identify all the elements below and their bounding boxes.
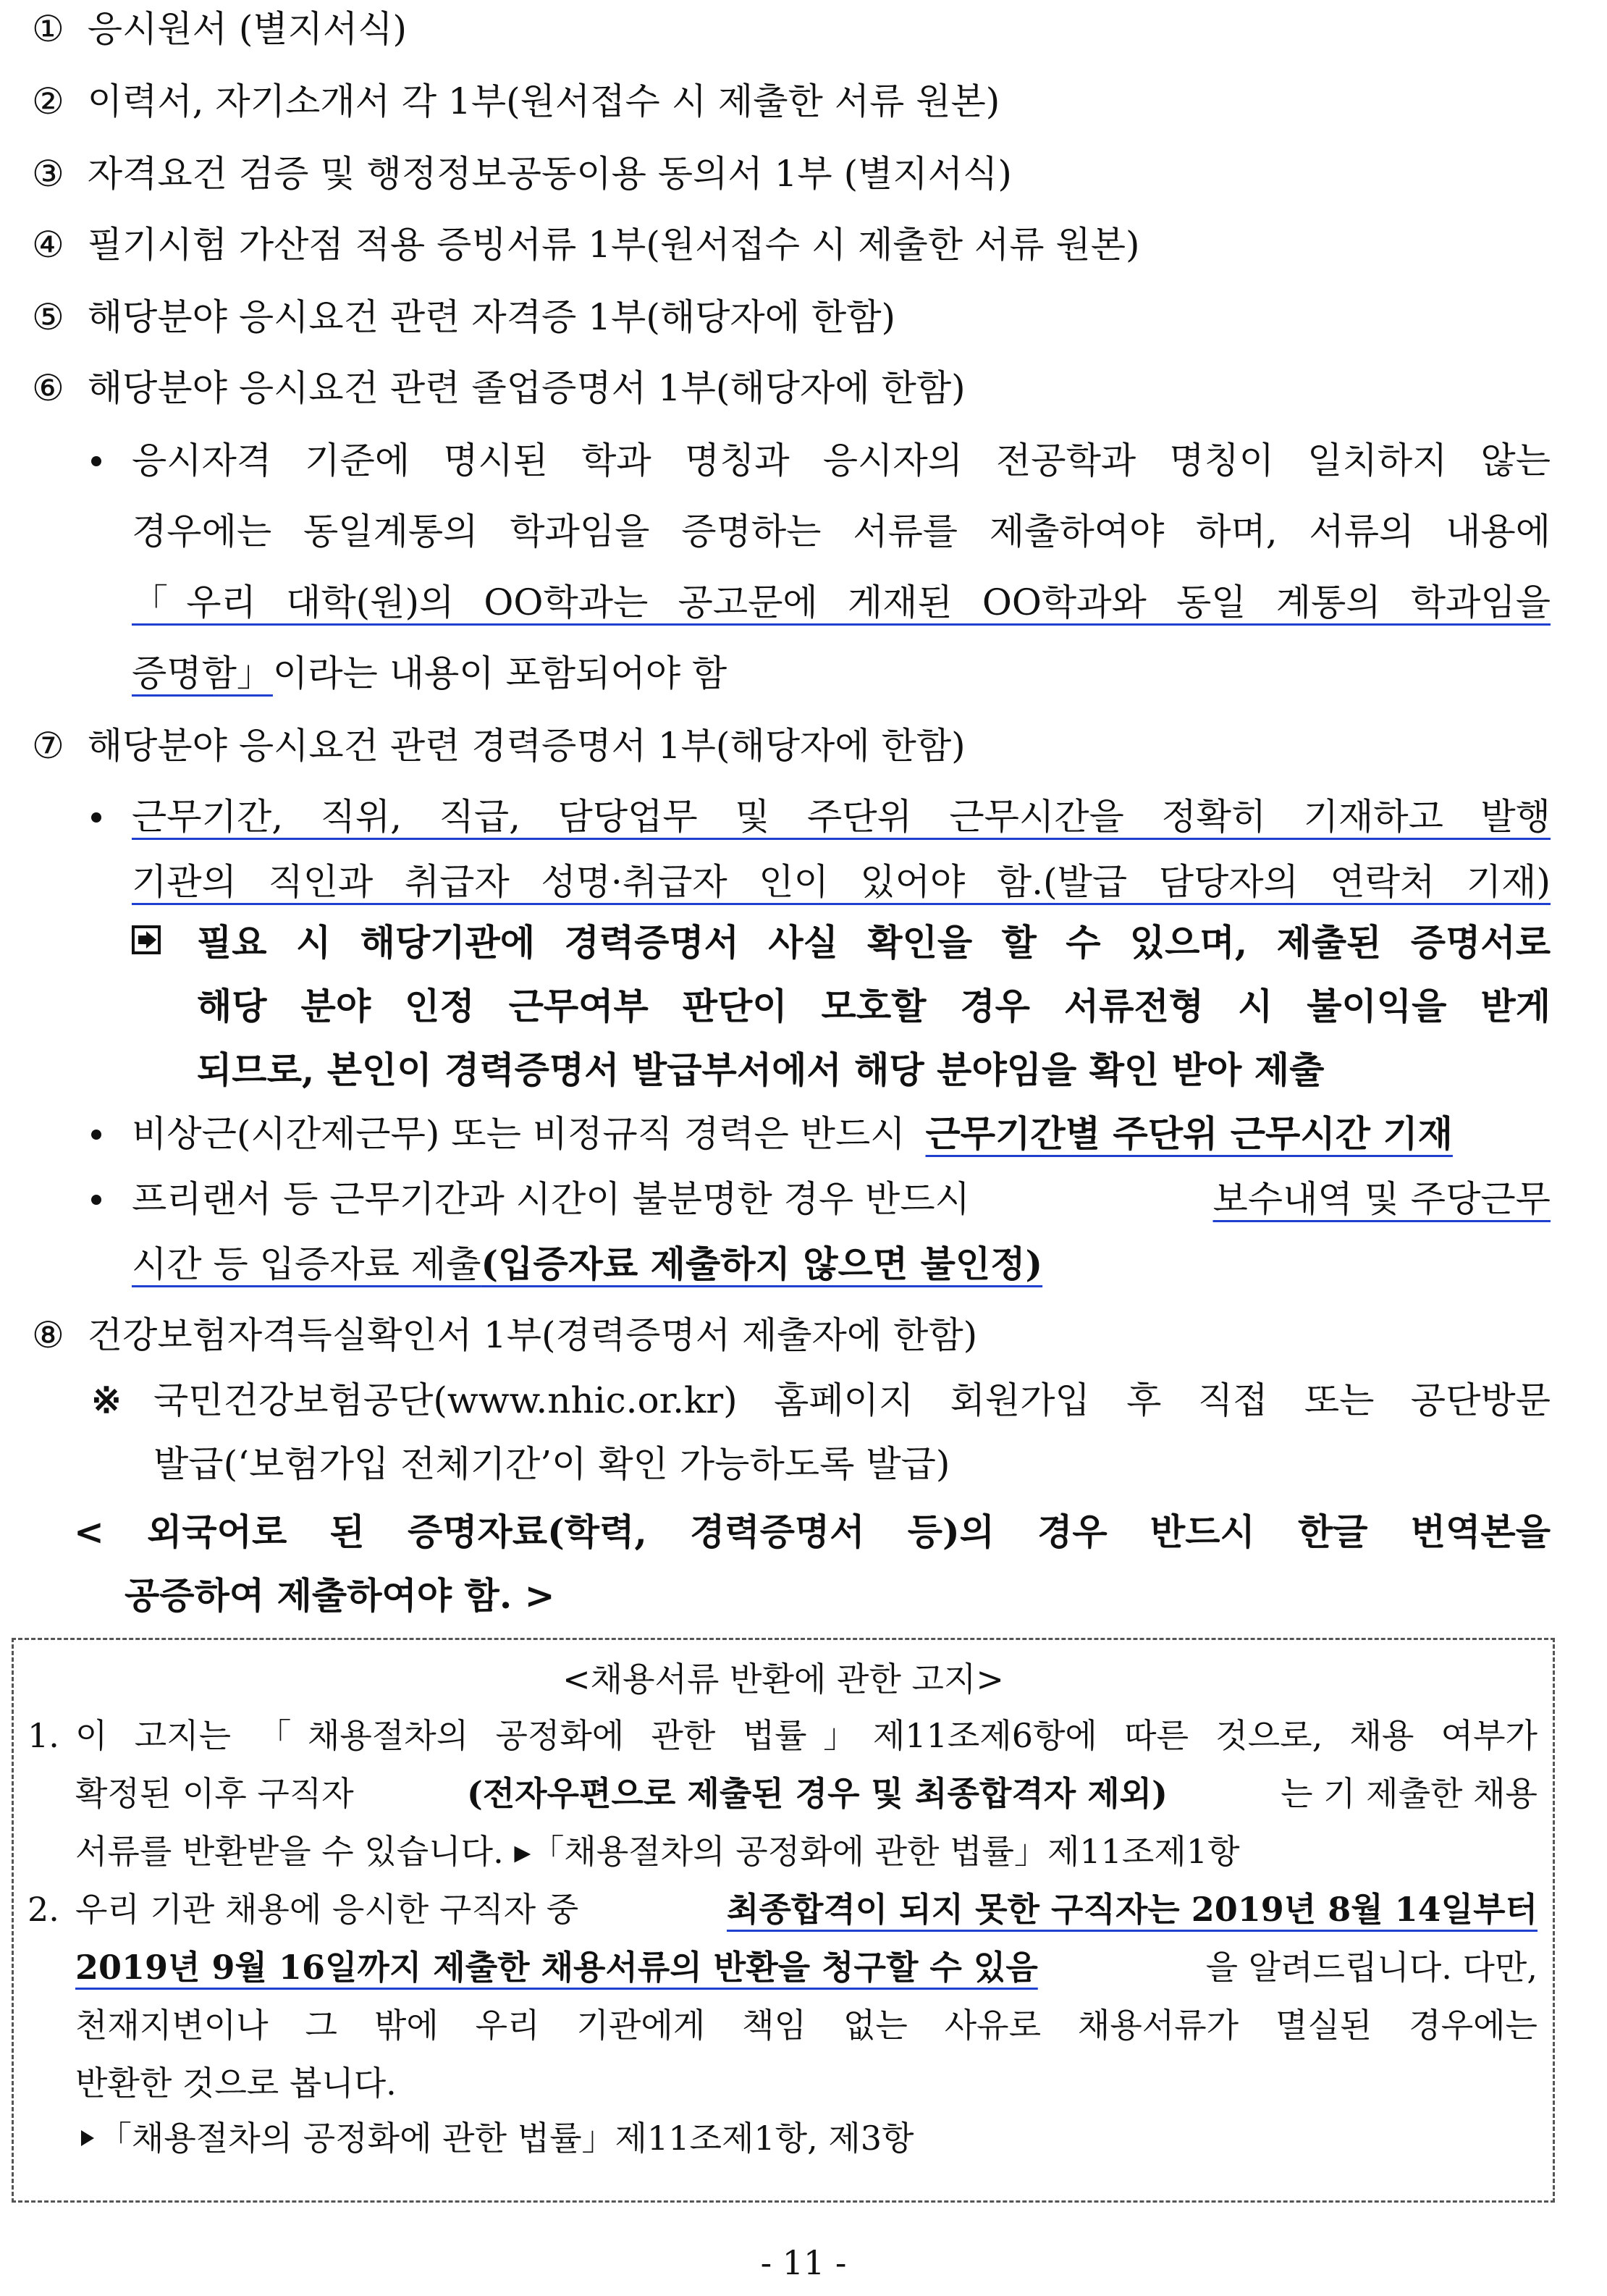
underlined-text: 근무기간별 주단위 근무시간 기재 <box>925 1112 1453 1155</box>
item-marker: ④ <box>32 224 64 266</box>
underlined-bold-text: (입증자료 제출하지 않으면 불인정) <box>481 1242 1043 1285</box>
item-7-note-line: 근무기간, 직위, 직급, 담당업무 및 주단위 근무시간을 정확히 기재하고 발행 <box>132 796 1551 838</box>
underlined-bold-text: 2019년 9월 16일까지 제출한 채용서류의 반환을 청구할 수 있음 <box>75 1948 1038 1987</box>
notice-line <box>75 1773 1538 1814</box>
notice-title: <채용서류 반환에 관한 고지> <box>562 1660 1004 1699</box>
item-2 <box>32 78 1000 125</box>
bullet-icon <box>91 812 101 823</box>
item-text: 응시원서 (별지서식) <box>87 8 408 50</box>
arrow-right-box-icon <box>132 925 161 954</box>
underlined-text: 증명함」 <box>132 652 273 694</box>
item-8-note-line: 발급(‘보험가입 전체기간’이 확인 가능하도록 발급) <box>153 1443 950 1485</box>
item-3 <box>32 151 1012 197</box>
note-text: 비상근(시간제근무) 또는 비정규직 경력은 반드시 <box>132 1113 906 1155</box>
notice-line: 서류를 반환받을 수 있습니다. ▸「채용절차의 공정화에 관한 법률」제11조제1항 <box>75 1832 1240 1871</box>
item-6-note-line: 응시자격 기준에 명시된 학과 명칭과 응시자의 전공학과 명칭이 일치하지 않는 <box>132 440 1551 482</box>
triangle-right-icon <box>81 2130 94 2146</box>
notice-bold-text: (전자우편으로 제출된 경우 및 최종합격자 제외) <box>466 1774 1168 1813</box>
item-7 <box>32 723 966 769</box>
notice-line <box>75 1888 1538 1930</box>
item-7-note-line <box>132 1111 1453 1157</box>
notice-text: 는 기 제출한 채용 <box>1281 1774 1538 1813</box>
item-8-note-line: 국민건강보험공단(www.nhic.or.kr) 홈페이지 회원가입 후 직접 또는 공단방문 <box>153 1379 1551 1421</box>
item-marker: ⑤ <box>32 296 64 338</box>
item-text: 자격요건 검증 및 행정정보공동이용 동의서 1부 (별지서식) <box>87 153 1012 195</box>
bullet-icon <box>91 1130 101 1140</box>
underlined-text: 보수내역 및 주당근무 <box>1212 1178 1551 1220</box>
page-number: - 11 - <box>760 2243 847 2282</box>
item-5 <box>32 294 895 340</box>
item-7-note-line <box>132 1176 1551 1222</box>
notice-line: 반환한 것으로 봅니다. <box>75 2064 397 2103</box>
item-6-note-line: 「우리 대학(원)의 OO학과는 공고문에 게재된 OO학과와 동일 계통의 학과임을 <box>132 581 1551 623</box>
notice-text: 을 알려드립니다. 다만, <box>1205 1948 1538 1987</box>
law-reference: 「채용절차의 공정화에 관한 법률」제11조제1항, 제3항 <box>98 2119 914 2158</box>
item-marker: ⑦ <box>32 725 64 767</box>
item-1 <box>32 6 407 52</box>
notice-line <box>75 1946 1538 1988</box>
foreign-document-notice: 공증하여 제출하여야 함. > <box>125 1574 555 1617</box>
item-marker: ① <box>32 8 64 50</box>
reference-mark: ※ <box>91 1379 122 1421</box>
item-7-arrow-line: 해당 분야 인정 근무여부 판단이 모호할 경우 서류전형 시 불이익을 받게 <box>197 985 1551 1027</box>
item-text: 해당분야 응시요건 관련 경력증명서 1부(해당자에 한함) <box>87 725 966 767</box>
notice-line: 천재지변이나 그 밖에 우리 기관에게 책임 없는 사유로 채용서류가 멸실된 경우에는 <box>75 2006 1538 2045</box>
item-text: 필기시험 가산점 적용 증빙서류 1부(원서접수 시 제출한 서류 원본) <box>87 224 1140 266</box>
item-marker: ⑧ <box>32 1314 64 1356</box>
item-8 <box>32 1312 977 1358</box>
notice-text: 확정된 이후 구직자 <box>75 1774 354 1813</box>
item-6 <box>32 365 966 411</box>
foreign-document-notice: < 외국어로 된 증명자료(학력, 경력증명서 등)의 경우 반드시 한글 번역본을 <box>74 1510 1551 1553</box>
item-7-arrow-line: 되므로, 본인이 경력증명서 발급부서에서 해당 분야임을 확인 받아 제출 <box>197 1048 1325 1091</box>
notice-line: 이 고지는 「채용절차의 공정화에 관한 법률」제11조제6항에 따른 것으로, 채용 여부가 <box>75 1716 1538 1755</box>
item-6-note-line: 경우에는 동일계통의 학과임을 증명하는 서류를 제출하여야 하며, 서류의 내용에 <box>132 510 1551 552</box>
item-marker: ⑥ <box>32 367 64 409</box>
item-text: 해당분야 응시요건 관련 자격증 1부(해당자에 한함) <box>87 296 896 338</box>
underlined-bold-text: 최종합격이 되지 못한 구직자는 2019년 8월 14일부터 <box>727 1890 1538 1929</box>
underlined-text: 시간 등 입증자료 제출 <box>132 1243 481 1285</box>
item-7-note-line: 기관의 직인과 취급자 성명·취급자 인이 있어야 함.(발급 담당자의 연락처 기재) <box>132 861 1551 903</box>
item-7-arrow-line: 필요 시 해당기관에 경력증명서 사실 확인을 할 수 있으며, 제출된 증명서로 <box>197 921 1551 964</box>
notice-item-number: 1. <box>28 1716 59 1755</box>
item-text: 이력서, 자기소개서 각 1부(원서접수 시 제출한 서류 원본) <box>87 80 1000 122</box>
item-4 <box>32 222 1140 268</box>
item-7-note-line <box>132 1241 1042 1287</box>
notice-text: 우리 기관 채용에 응시한 구직자 중 <box>75 1890 579 1929</box>
item-text: 건강보험자격득실확인서 1부(경력증명서 제출자에 한함) <box>87 1314 978 1356</box>
bullet-icon <box>91 456 101 466</box>
item-6-note-line <box>132 650 727 697</box>
item-marker: ② <box>32 80 64 122</box>
note-text: 이라는 내용이 포함되어야 함 <box>272 652 727 694</box>
item-marker: ③ <box>32 153 64 195</box>
bullet-icon <box>91 1195 101 1205</box>
item-text: 해당분야 응시요건 관련 졸업증명서 1부(해당자에 한함) <box>87 367 966 409</box>
notice-item-number: 2. <box>28 1890 59 1929</box>
note-text: 프리랜서 등 근무기간과 시간이 불분명한 경우 반드시 <box>132 1178 970 1220</box>
